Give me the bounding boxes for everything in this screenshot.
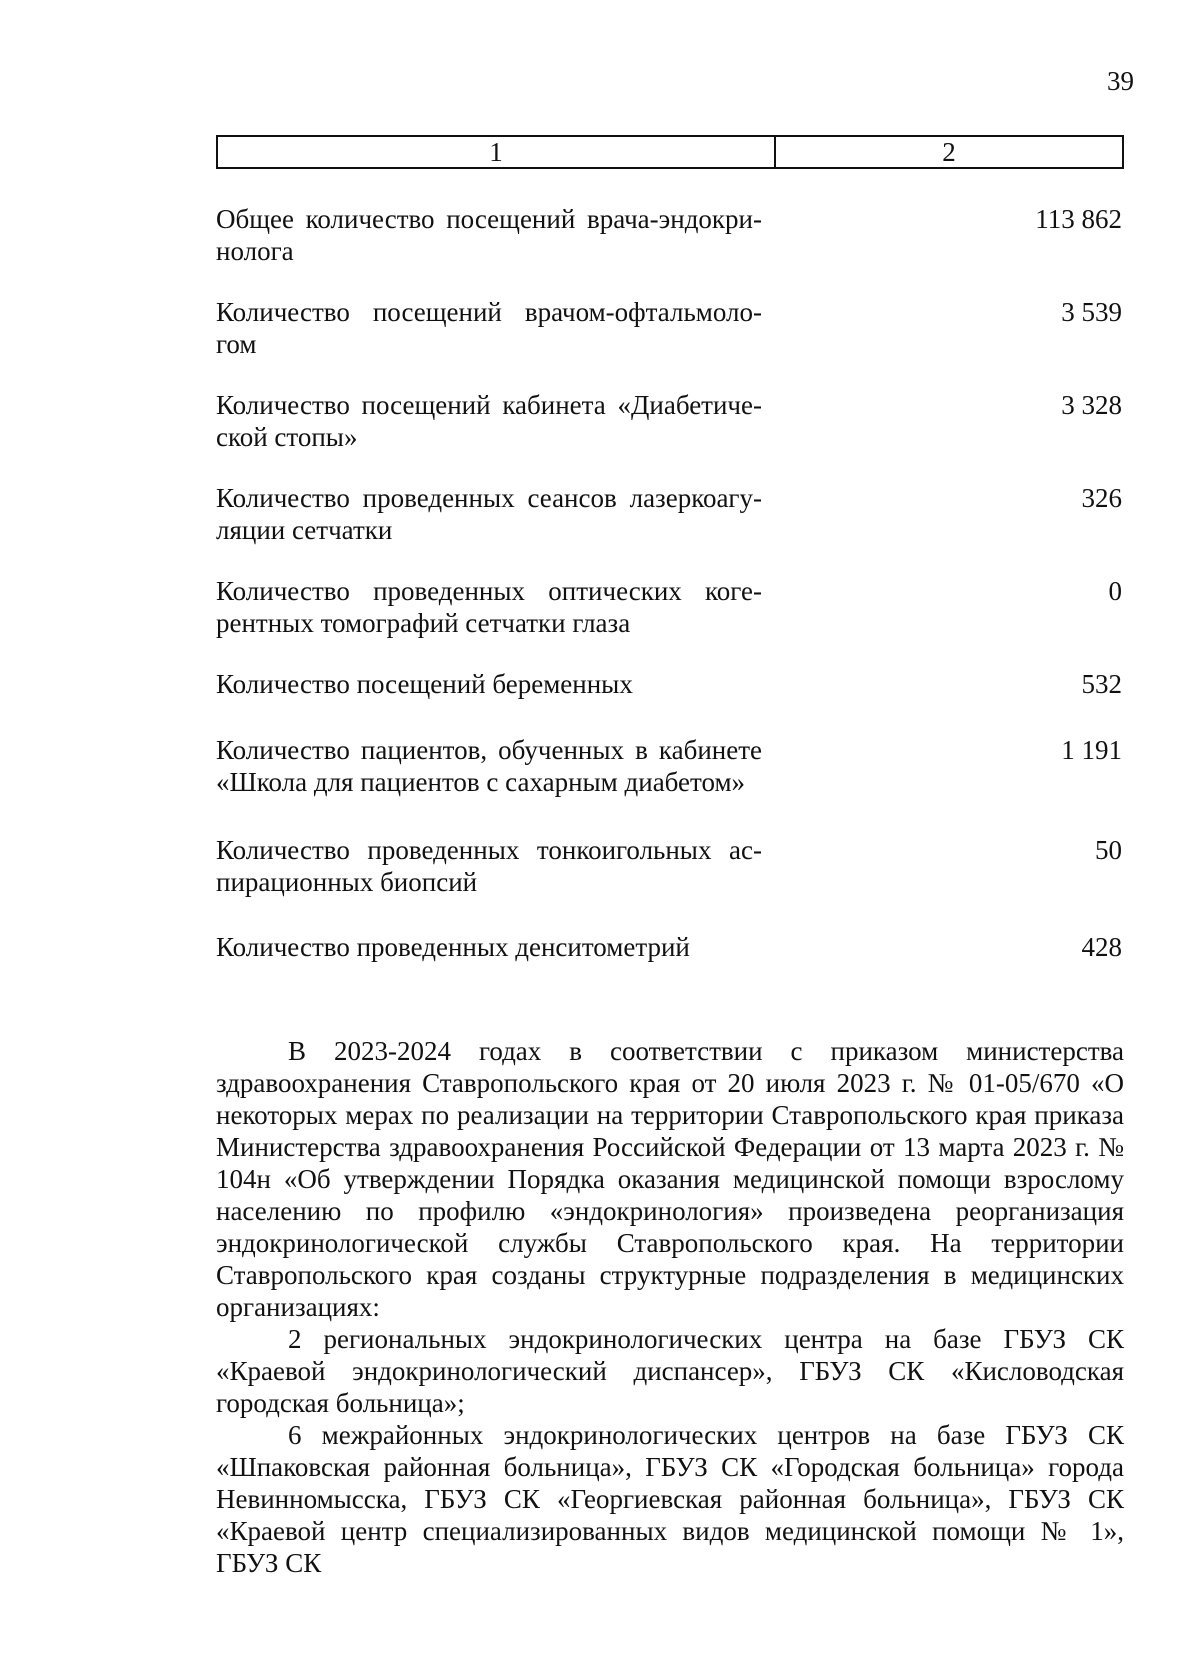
column-header-2: 2 (942, 136, 956, 167)
row-label: Количество проведенных тонкоигольных ас-пирационных биопсий (216, 835, 762, 897)
body-text (216, 1035, 1124, 1579)
table-row (216, 931, 1124, 971)
row-label: Количество проведенных сеансов лазеркоагу-ляции сетчатки (216, 483, 762, 545)
row-label: Количество проведенных денситометрий (216, 932, 690, 962)
row-value: 0 (1108, 576, 1122, 606)
row-label: Общее количество посещений врача-эндокри-нолога (216, 204, 762, 266)
paragraph: 2 региональных эндокринологических центра на базе ГБУЗ СК «Краевой эндокринологический диспансер», ГБУЗ СК «Кисловодская городская больница»; (216, 1324, 1124, 1418)
row-label: Количество проведенных оптических коге-рентных томографий сетчатки глаза (216, 576, 762, 638)
row-value: 428 (1081, 932, 1122, 962)
table-row (216, 668, 1124, 734)
row-label: Количество посещений врачом-офтальмоло-гом (216, 297, 762, 359)
table-row (216, 296, 1124, 389)
table-row (216, 482, 1124, 575)
row-label: Количество пациентов, обученных в кабинете «Школа для пациентов с сахарным диабетом» (216, 735, 762, 797)
row-value: 3 328 (1061, 390, 1122, 420)
table-row (216, 389, 1124, 482)
row-value: 50 (1095, 835, 1122, 865)
table-row (216, 169, 1124, 296)
row-value: 326 (1081, 483, 1122, 513)
row-value: 532 (1081, 669, 1122, 699)
table-header (216, 135, 1124, 169)
paragraph: 6 межрайонных эндокринологических центров на базе ГБУЗ СК «Шпаковская районная больница», ГБУЗ СК «Городская больница» города Невинномысска, ГБУЗ СК «Георгиевская районная больница», ГБУЗ СК «Краевой центр специализированных видов медицинской помощи № 1», ГБУЗ СК (216, 1420, 1124, 1578)
statistics-table (216, 135, 1124, 971)
paragraph: В 2023-2024 годах в соответствии с приказом министерства здравоохранения Ставропольского края от 20 июля 2023 г. № 01-05/670 «О некоторых мерах по реализации на территории Ставропольского края приказа Министерства здравоохранения Российской Федерации от 13 марта 2023 г. № 104н «Об утверждении Порядка оказания медицинской помощи взрослому населению по профилю «эндокринология» произведена реорганизация эндокринологической службы Ставропольского края. На территории Ставропольского края созданы структурные подразделения в медицинских организациях: (216, 1036, 1124, 1322)
row-label: Количество посещений беременных (216, 669, 633, 699)
table-row (216, 575, 1124, 668)
row-value: 1 191 (1061, 735, 1122, 765)
row-value: 113 862 (1035, 204, 1122, 234)
column-header-1: 1 (218, 137, 776, 167)
page-number: 39 (1107, 66, 1134, 96)
table-row (216, 834, 1124, 931)
table-row (216, 734, 1124, 834)
table-body (216, 169, 1124, 971)
row-label: Количество посещений кабинета «Диабетиче-ской стопы» (216, 390, 762, 452)
row-value: 3 539 (1061, 297, 1122, 327)
